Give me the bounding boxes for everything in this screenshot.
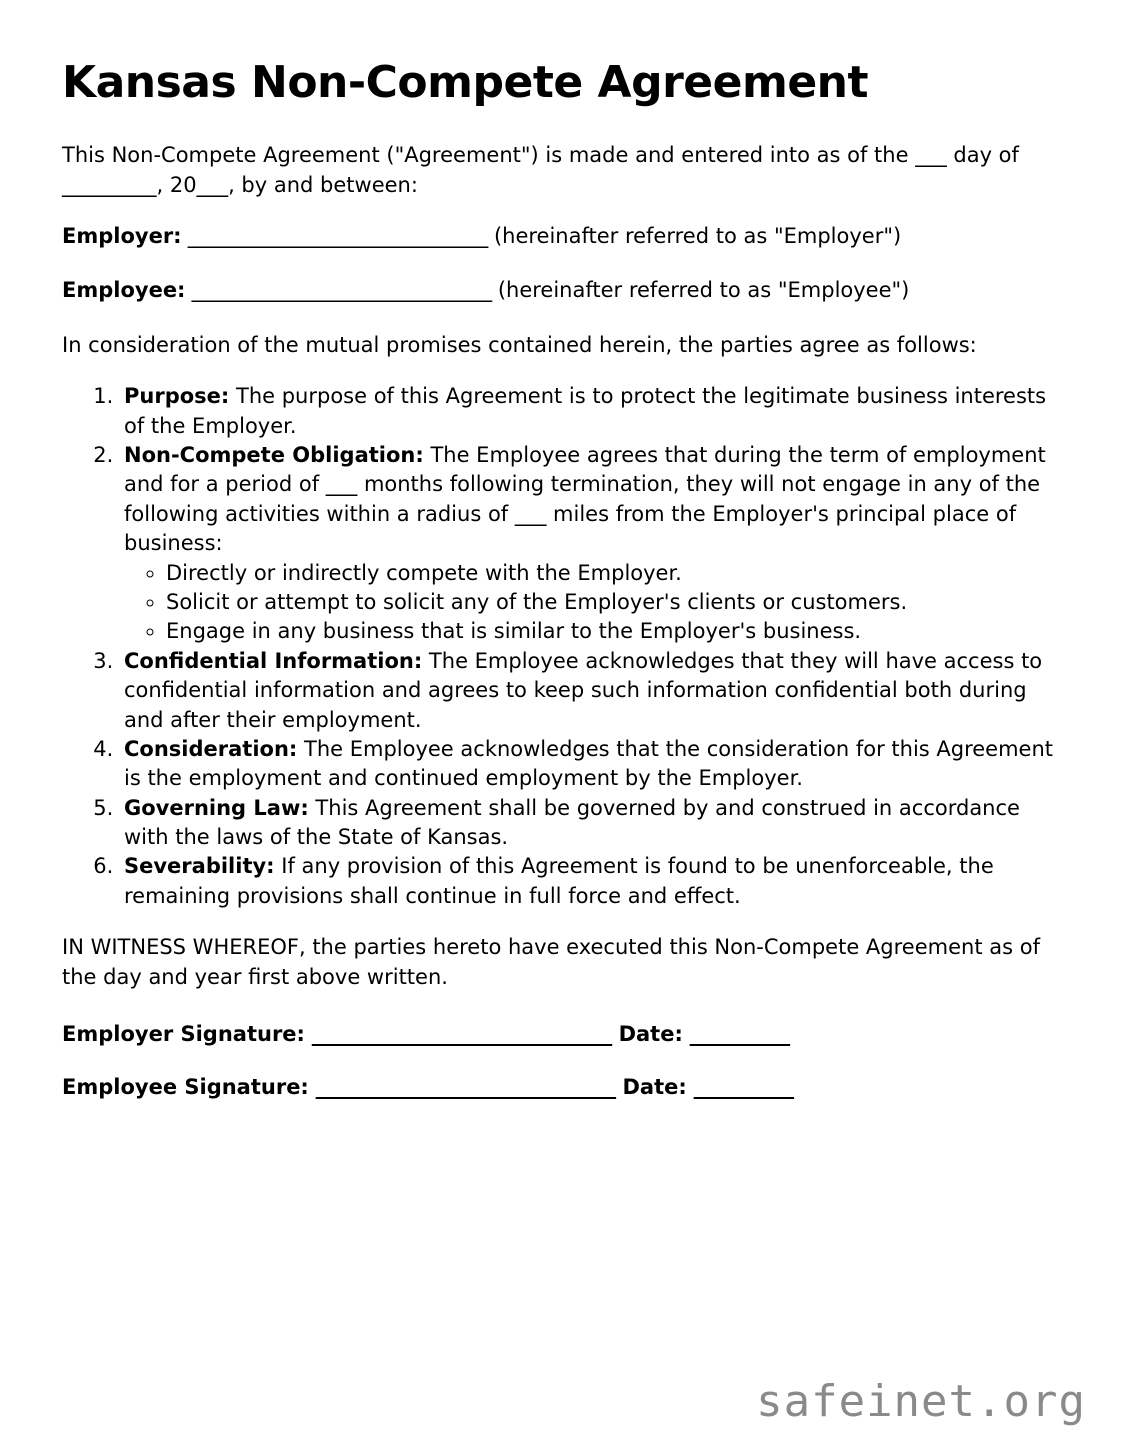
clause-item-severability bbox=[120, 852, 1062, 911]
clause-term: Governing Law: bbox=[124, 795, 309, 820]
employee-suffix: (hereinafter referred to as "Employee") bbox=[497, 278, 910, 303]
intro-paragraph: This Non-Compete Agreement ("Agreement") is made and entered into as of the ___ day of _________, 20___, by and between: bbox=[62, 143, 1019, 197]
employee-signature-blank: ______________________________ bbox=[308, 1075, 623, 1100]
clause-item-purpose bbox=[120, 382, 1062, 441]
employer-party-line bbox=[62, 222, 1062, 251]
clause-term: Purpose: bbox=[124, 384, 230, 409]
non-compete-sub-list bbox=[124, 559, 1062, 647]
employer-signature-line bbox=[62, 1020, 1062, 1049]
employer-label: Employer: bbox=[62, 224, 182, 249]
page-title: Kansas Non-Compete Agreement bbox=[62, 57, 869, 108]
employee-signature-label: Employee Signature: bbox=[62, 1075, 309, 1100]
list-item: ◦ Engage in any business that is similar to the Employer's business. bbox=[166, 617, 1062, 646]
clause-term: Confidential Information: bbox=[124, 648, 423, 673]
employer-suffix: (hereinafter referred to as "Employer") bbox=[493, 224, 902, 249]
employee-label: Employee: bbox=[62, 278, 186, 303]
employer-signature-blank: ______________________________ bbox=[304, 1022, 619, 1047]
witness-paragraph: IN WITNESS WHEREOF, the parties hereto have executed this Non-Compete Agreement as of the day and year first above written. bbox=[62, 935, 1040, 989]
clause-term: Non-Compete Obligation: bbox=[124, 443, 424, 467]
employer-date-label: Date: bbox=[618, 1022, 683, 1047]
employee-blank-line: ______________________________ bbox=[185, 278, 498, 303]
watermark: safeinet.org bbox=[756, 1376, 1086, 1427]
employee-date-label: Date: bbox=[622, 1075, 687, 1100]
clause-item-governing-law bbox=[120, 794, 1062, 853]
clause-text: If any provision of this Agreement is found to be unenforceable, the remaining provisions shall continue in full force and effect. bbox=[124, 854, 994, 908]
clause-item-non-compete-obligation bbox=[120, 441, 1062, 647]
employer-blank-line: ______________________________ bbox=[181, 224, 494, 249]
employer-date-blank: __________ bbox=[682, 1022, 790, 1047]
list-item: ◦ Directly or indirectly compete with the Employer. bbox=[166, 559, 1062, 588]
clause-list bbox=[62, 382, 1062, 911]
clause-text: The Employee acknowledges that the consideration for this Agreement is the employment and continued employment by the Employer. bbox=[124, 736, 1054, 791]
clause-item-consideration bbox=[120, 735, 1062, 794]
clause-text: The Employee acknowledges that they will have access to confidential information and agrees to keep such information confidential both during and after their employment. bbox=[124, 648, 1043, 732]
employee-date-blank: __________ bbox=[686, 1075, 794, 1100]
clause-item-confidential-information bbox=[120, 647, 1062, 735]
clause-text: This Agreement shall be governed by and construed in accordance with the laws of the State of Kansas. bbox=[124, 795, 1020, 850]
clause-text: The Employee agrees that during the term of employment and for a period of ___ months following termination, they will not engage in any of the following activities within a radius of ___ miles from the Employer's principal place of business: bbox=[124, 443, 1046, 556]
employee-signature-line bbox=[62, 1073, 1062, 1102]
clause-term: Consideration: bbox=[124, 736, 298, 761]
employee-party-line bbox=[62, 276, 1062, 305]
clause-term: Severability: bbox=[124, 854, 275, 879]
clause-text: The purpose of this Agreement is to protect the legitimate business interests of the Employer. bbox=[124, 384, 1047, 438]
list-item: ◦ Solicit or attempt to solicit any of the Employer's clients or customers. bbox=[166, 588, 1062, 617]
employer-signature-label: Employer Signature: bbox=[62, 1022, 305, 1047]
consideration-paragraph: In consideration of the mutual promises contained herein, the parties agree as follows: bbox=[62, 332, 977, 357]
